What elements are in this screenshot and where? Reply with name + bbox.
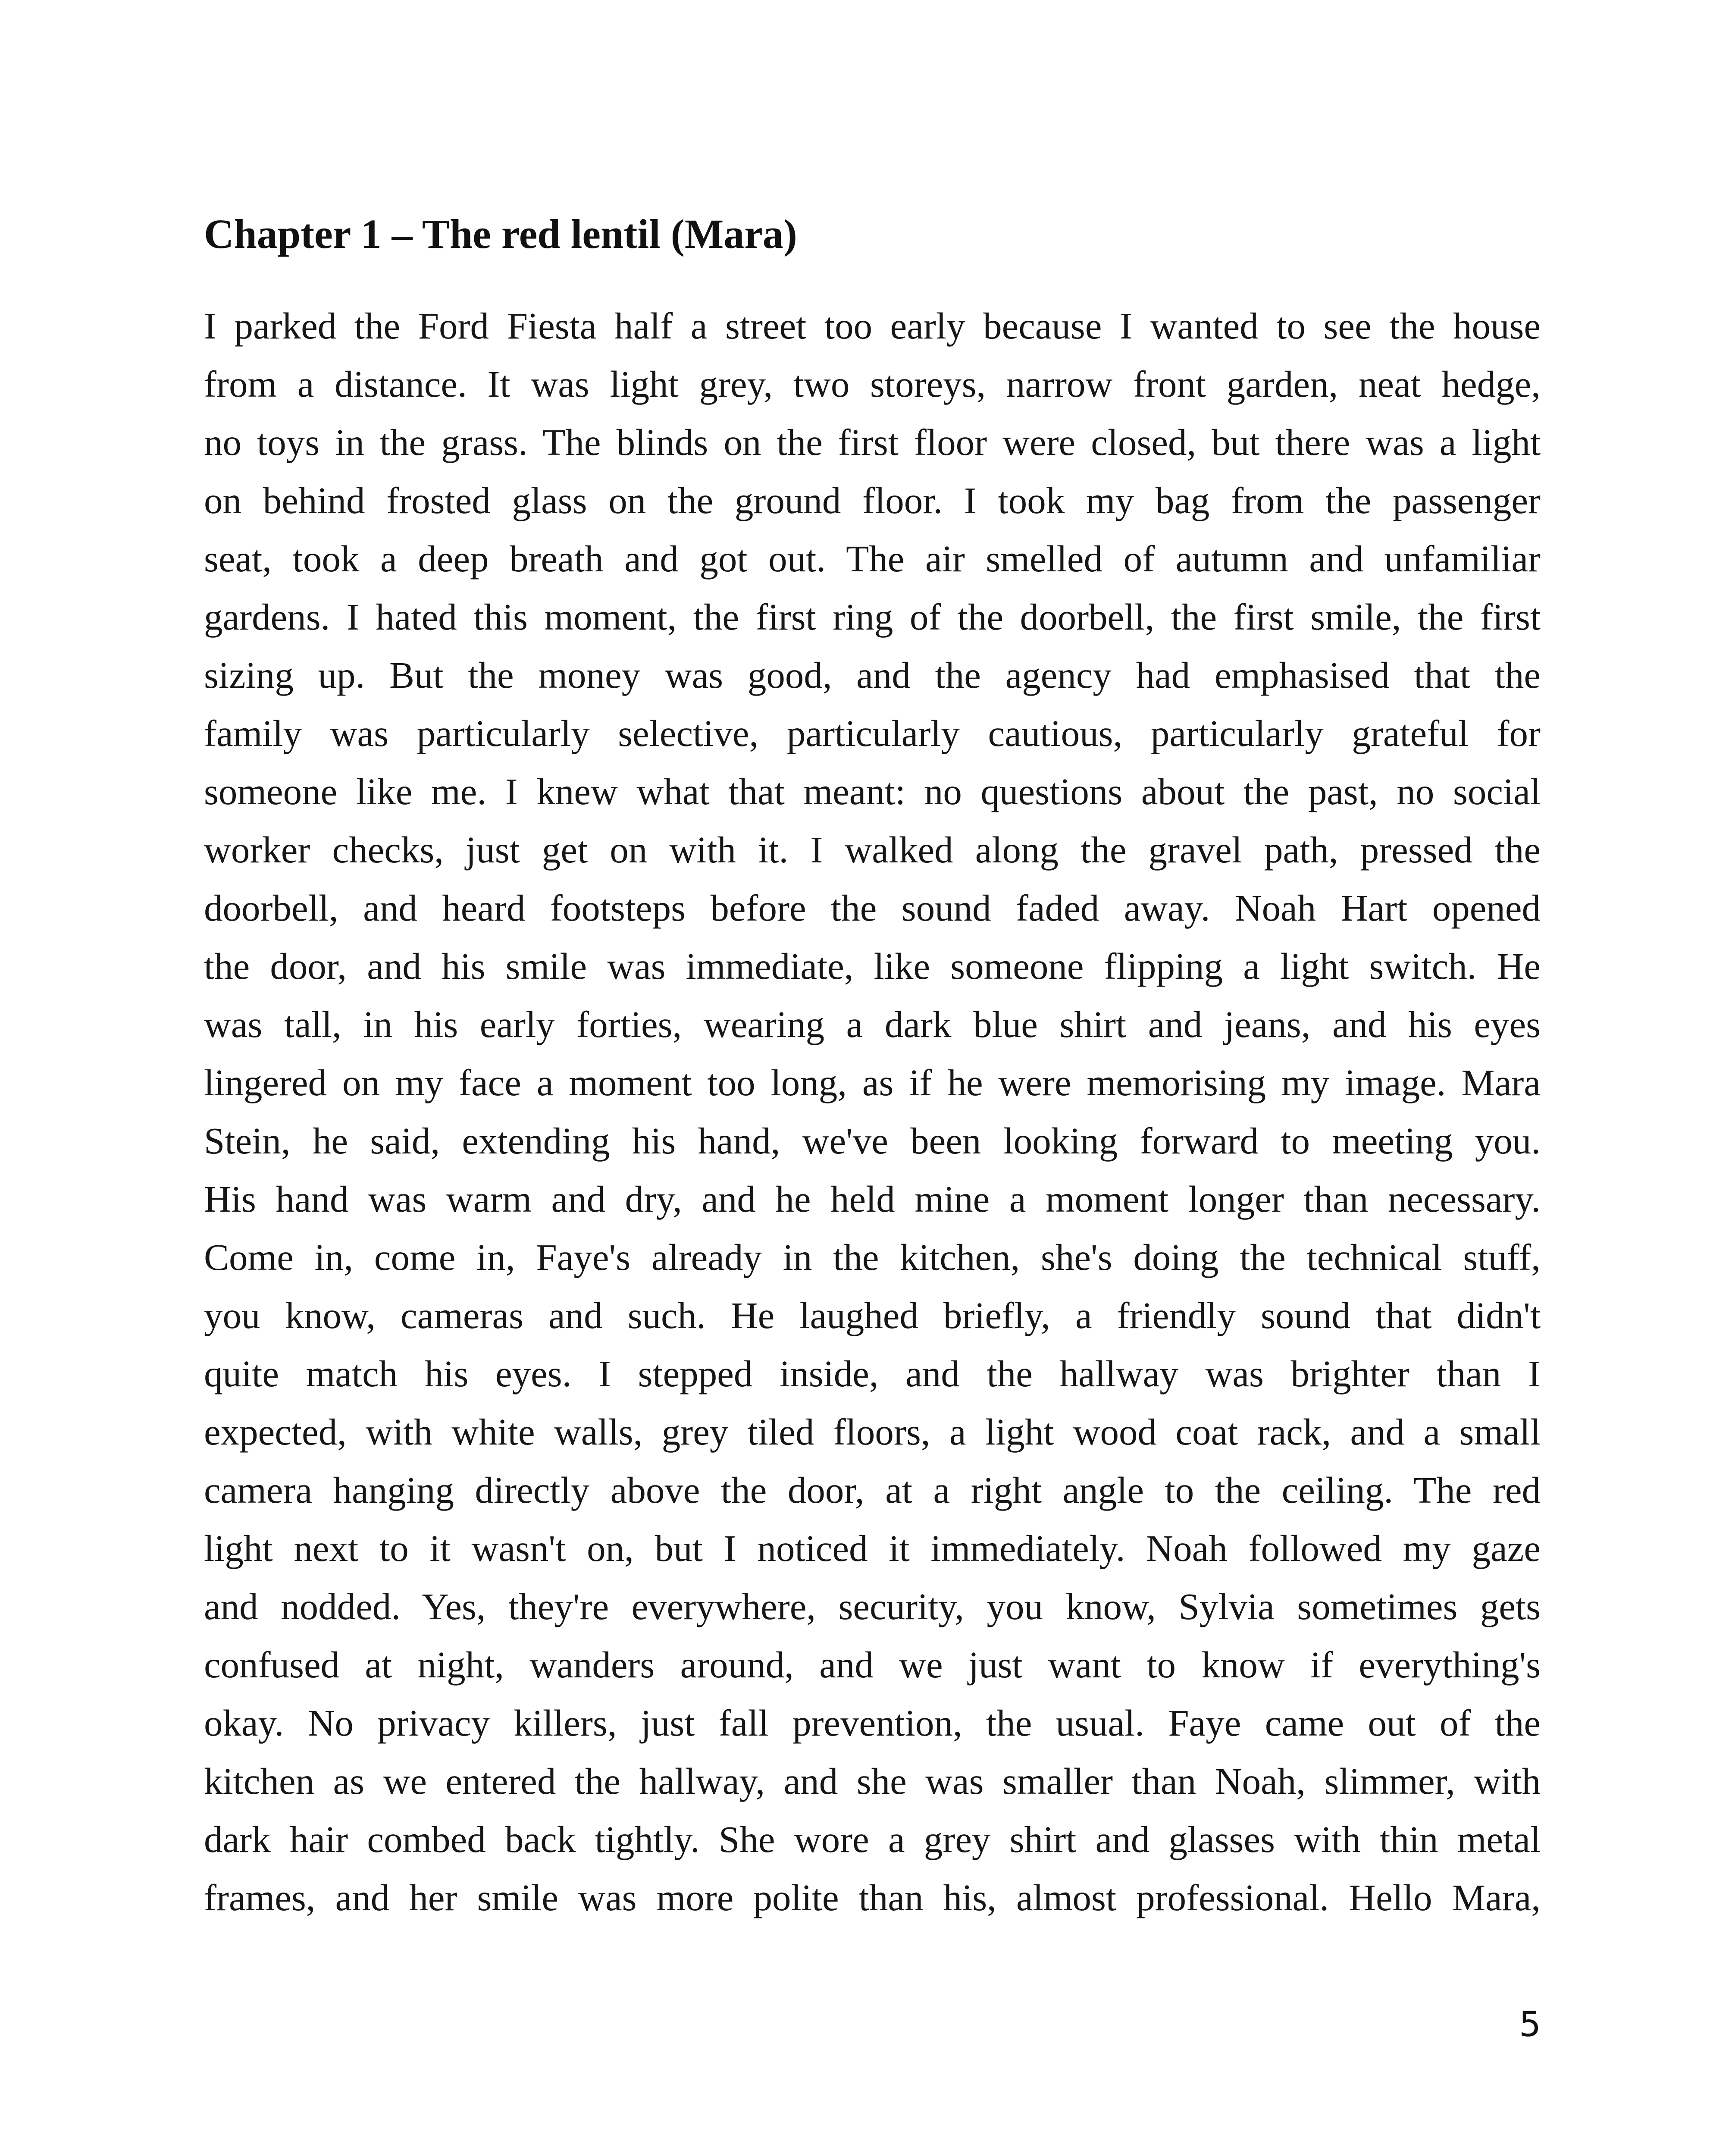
body-line: family was particularly selective, particularly cautious, particularly grateful for	[204, 712, 1541, 754]
body-line: worker checks, just get on with it. I walked along the gravel path, pressed the	[204, 829, 1541, 871]
body-line: from a distance. It was light grey, two storeys, narrow front garden, neat hedge,	[204, 363, 1541, 405]
body-line: gardens. I hated this moment, the first ring of the doorbell, the first smile, the first	[204, 596, 1541, 638]
chapter-title: Chapter 1 – The red lentil (Mara)	[204, 211, 797, 257]
body-line: His hand was warm and dry, and he held mine a moment longer than necessary.	[204, 1178, 1541, 1220]
body-line: dark hair combed back tightly. She wore a grey shirt and glasses with thin metal	[204, 1818, 1541, 1860]
body-text	[204, 297, 1541, 1927]
body-line: Come in, come in, Faye's already in the kitchen, she's doing the technical stuff,	[204, 1236, 1541, 1278]
body-line: the door, and his smile was immediate, like someone flipping a light switch. He	[204, 945, 1541, 987]
body-line: on behind frosted glass on the ground floor. I took my bag from the passenger	[204, 479, 1541, 521]
body-line: Stein, he said, extending his hand, we've been looking forward to meeting you.	[204, 1120, 1541, 1162]
body-line: okay. No privacy killers, just fall prevention, the usual. Faye came out of the	[204, 1702, 1541, 1744]
body-line: no toys in the grass. The blinds on the first floor were closed, but there was a light	[204, 421, 1541, 463]
body-line: camera hanging directly above the door, at a right angle to the ceiling. The red	[204, 1469, 1541, 1511]
body-line: sizing up. But the money was good, and the agency had emphasised that the	[204, 654, 1541, 696]
body-line: you know, cameras and such. He laughed briefly, a friendly sound that didn't	[204, 1294, 1541, 1336]
body-line: was tall, in his early forties, wearing a dark blue shirt and jeans, and his eyes	[204, 1003, 1541, 1045]
body-line: and nodded. Yes, they're everywhere, security, you know, Sylvia sometimes gets	[204, 1586, 1541, 1627]
body-line: frames, and her smile was more polite than his, almost professional. Hello Mara,	[204, 1877, 1541, 1918]
body-line: quite match his eyes. I stepped inside, and the hallway was brighter than I	[204, 1353, 1541, 1395]
body-line: seat, took a deep breath and got out. The air smelled of autumn and unfamiliar	[204, 538, 1541, 580]
body-line: lingered on my face a moment too long, as if he were memorising my image. Mara	[204, 1062, 1541, 1103]
body-line: confused at night, wanders around, and we just want to know if everything's	[204, 1644, 1541, 1686]
body-line: expected, with white walls, grey tiled floors, a light wood coat rack, and a small	[204, 1411, 1541, 1453]
body-line: doorbell, and heard footsteps before the sound faded away. Noah Hart opened	[204, 887, 1541, 929]
body-line: light next to it wasn't on, but I noticed it immediately. Noah followed my gaze	[204, 1527, 1541, 1569]
body-line: kitchen as we entered the hallway, and she was smaller than Noah, slimmer, with	[204, 1760, 1541, 1802]
body-line: someone like me. I knew what that meant: no questions about the past, no social	[204, 771, 1541, 812]
body-line: I parked the Ford Fiesta half a street too early because I wanted to see the house	[204, 305, 1541, 347]
page-number: 5	[1519, 2004, 1541, 2044]
